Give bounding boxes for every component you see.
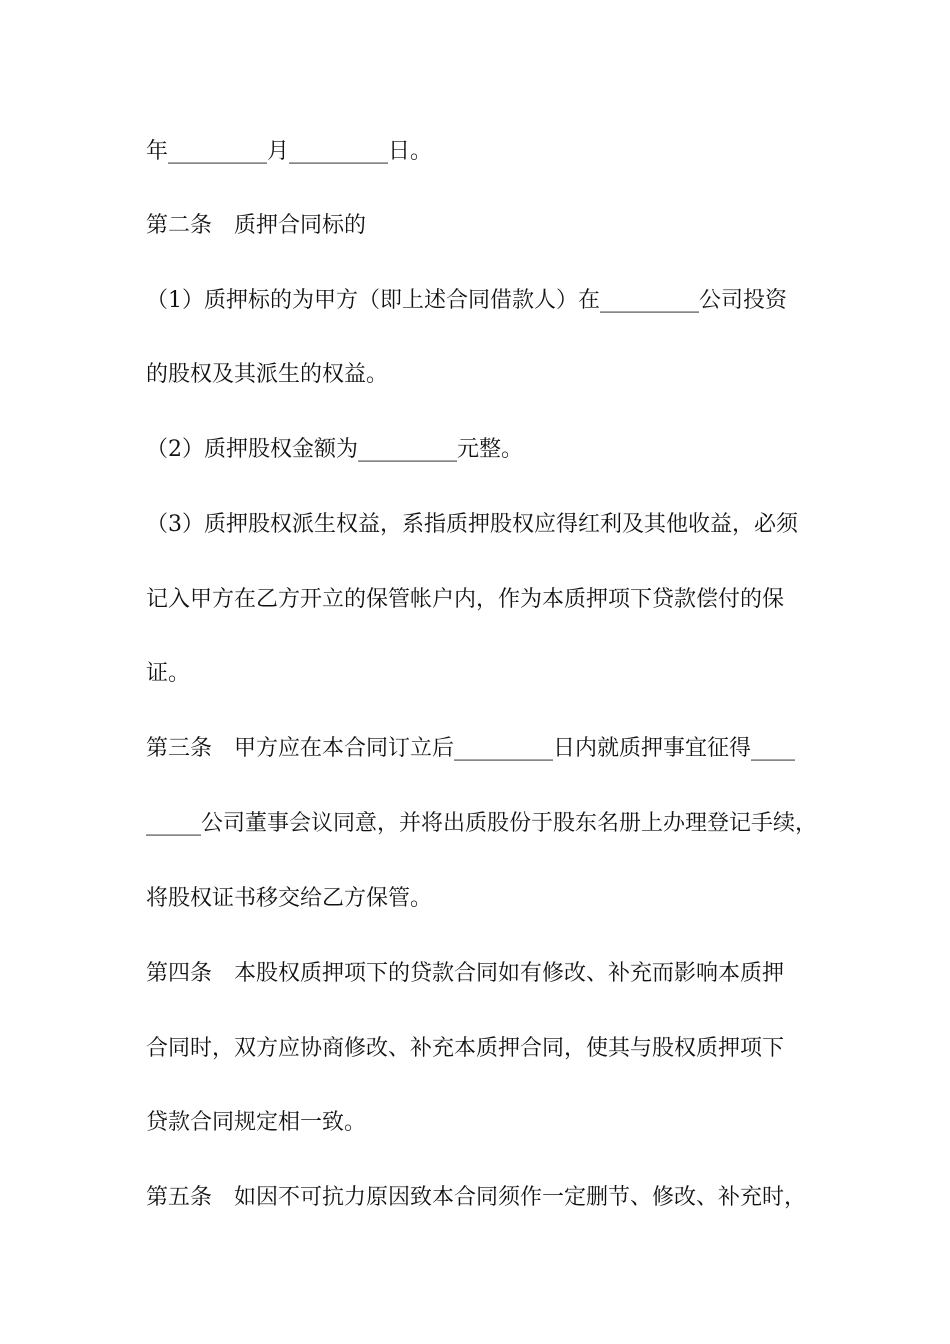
article-3-line-3: 将股权证书移交给乙方保管。 — [146, 886, 433, 911]
article-2-clause-3-line-2: 记入甲方在乙方开立的保管帐户内，作为本质押项下贷款偿付的保 — [146, 587, 785, 612]
article-5-line-1: 第五条 如因不可抗力原因致本合同须作一定删节、修改、补充时， — [146, 1185, 807, 1210]
article-4-line-3: 贷款合同规定相一致。 — [146, 1110, 367, 1135]
article-2-clause-1-line-1: （1）质押标的为甲方（即上述合同借款人）在_________公司投资 — [146, 288, 787, 313]
article-2-clause-1-line-2: 的股权及其派生的权益。 — [146, 362, 389, 387]
article-3-line-1: 第三条 甲方应在本合同订立后_________日内就质押事宜征得____ — [146, 736, 796, 761]
article-2-clause-3-line-1: （3）质押股权派生权益，系指质押股权应得红利及其他收益，必须 — [146, 512, 798, 537]
article-2-clause-2: （2）质押股权金额为_________元整。 — [146, 437, 523, 462]
text-line-date: 年_________月_________日。 — [146, 139, 433, 164]
article-4-line-1: 第四条 本股权质押项下的贷款合同如有修改、补充而影响本质押 — [146, 961, 785, 986]
article-3-line-2: _____公司董事会议同意，并将出质股份于股东名册上办理登记手续， — [146, 811, 818, 836]
article-2-clause-3-line-3: 证。 — [146, 661, 191, 686]
article-2-heading: 第二条 质押合同标的 — [146, 213, 367, 238]
article-4-line-2: 合同时，双方应协商修改、补充本质押合同，使其与股权质押项下 — [146, 1036, 785, 1061]
